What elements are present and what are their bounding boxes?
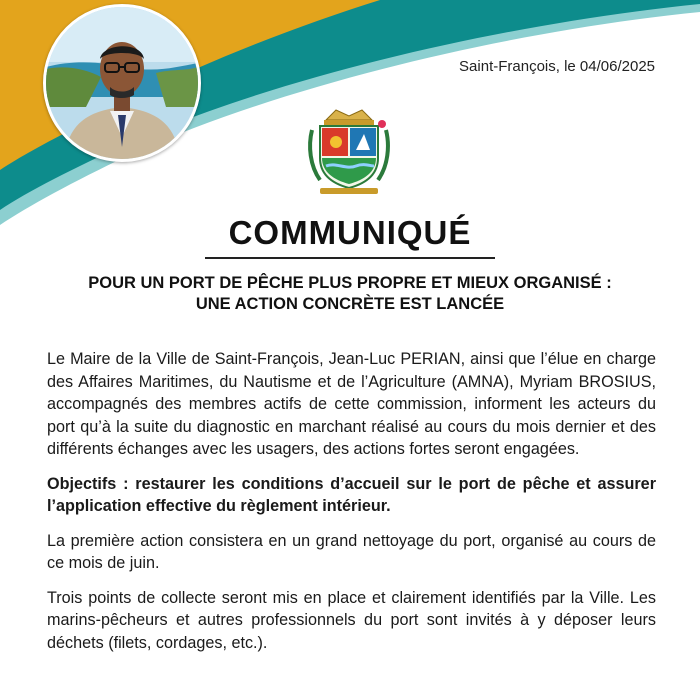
paragraph-objectives: Objectifs : restaurer les conditions d’accueil sur le port de pêche et assurer l’application effective du règlement intérieur. bbox=[47, 474, 656, 515]
paragraph-first-action: La première action consistera en un grand nettoyage du port, organisé au cours de ce mois de juin. bbox=[47, 531, 656, 572]
date-line: Saint-François, le 04/06/2025 bbox=[459, 58, 655, 75]
subtitle bbox=[0, 273, 700, 315]
coat-of-arms-icon bbox=[306, 106, 392, 196]
paragraph-collection-points: Trois points de collecte seront mis en place et clairement identifiés par la Ville. Les marins-pêcheurs et autres professionnels du port sont invités à y déposer leurs déchets (filets, cordages, etc.). bbox=[47, 588, 656, 652]
avatar bbox=[43, 4, 201, 162]
paragraph-intro: Le Maire de la Ville de Saint-François, Jean-Luc PERIAN, ainsi que l’élue en charge des Affaires Maritimes, du Nautisme et de l’Agriculture (AMNA), Myriam BROSIUS, accompagnés des membres actifs de cette commission, informent les acteurs du port qu’à la suite du diagnostic en marchant réalisé au cours du mois dernier et des différents échanges avec les usagers, des actions fortes seront engagées. bbox=[47, 350, 656, 458]
subtitle-line-2: UNE ACTION CONCRÈTE EST LANCÉE bbox=[195, 295, 505, 313]
subtitle-line-1: POUR UN PORT DE PÊCHE PLUS PROPRE ET MIEUX ORGANISÉ : bbox=[88, 274, 612, 292]
page-title: COMMUNIQUÉ bbox=[228, 214, 472, 251]
body-text bbox=[47, 348, 656, 666]
portrait-photo-icon bbox=[46, 7, 198, 159]
title-underline bbox=[205, 257, 495, 259]
